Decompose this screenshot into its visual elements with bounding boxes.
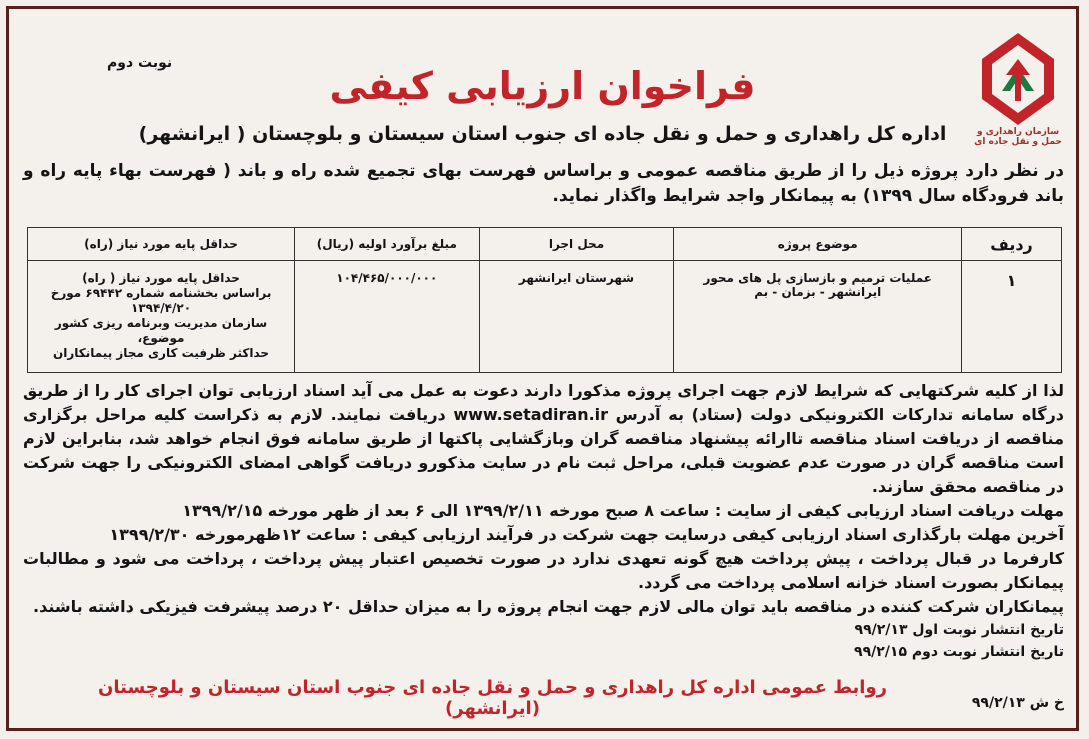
- logo-caption: سازمان راهداری و حمل و نقل جاده ای: [974, 127, 1062, 147]
- financial-requirement: پیمانکاران شرکت کننده در مناقصه باید توان مالی لازم جهت انجام پروژه را به میزان حداقل ۲۰ درصد پیشرفت فیزیکی داشته باشند.: [33, 597, 1064, 616]
- requirement-line: حداقل پایه مورد نیاز ( راه): [82, 271, 240, 285]
- project-table: [27, 227, 1062, 373]
- col-header-amount: مبلغ برآورد اولیه (ریال): [295, 228, 480, 261]
- payment-terms: کارفرما در قبال پرداخت ، پیش پرداخت هیچ گونه تعهدی ندارد در صورت تخصیص اعتبار پیش پرداخت ، پرداخت می شود و مطالبات پیمانکار بصورت اسناد خزانه اسلامی پرداخت می گردد.: [23, 549, 1064, 592]
- first-publication-date: تاریخ انتشار نوبت اول ۹۹/۲/۱۳: [854, 622, 1064, 638]
- requirement-line: ۱۳۹۴/۴/۲۰: [131, 301, 192, 315]
- cell-row: ۱: [962, 261, 1062, 373]
- public-relations-signature: روابط عمومی اداره کل راهداری و حمل و نقل جاده ای جنوب استان سیستان و بلوچستان (ایرانشهر): [97, 677, 888, 719]
- upload-deadline: آخرین مهلت بارگذاری اسناد ارزیابی کیفی درسایت جهت شرکت در فرآیند ارزیابی کیفی : ساعت ۱۲ظهرمورخه ۱۳۹۹/۲/۳۰: [109, 525, 1064, 544]
- notice-body: [23, 379, 1064, 663]
- issuer-name: اداره کل راهداری و حمل و نقل جاده ای جنوب استان سیستان و بلوچستان ( ایرانشهر): [138, 123, 947, 145]
- intro-paragraph: در نظر دارد پروژه ذیل را از طریق مناقصه عمومی و براساس فهرست بهای تجمیع شده راه و باند ( فهرست بهاء پایه راه و باند فرودگاه سال ۱۳۹۹) به پیمانکار واجد شرایط واگذار نماید.: [23, 161, 1064, 206]
- requirement-line: حداکثر ظرفیت کاری مجاز پیمانکاران: [52, 346, 270, 360]
- page-title: فراخوان ارزیابی کیفی: [329, 64, 756, 108]
- second-publication-date: تاریخ انتشار نوبت دوم ۹۹/۲/۱۵: [854, 644, 1064, 660]
- cell-location: شهرستان ایرانشهر: [479, 261, 674, 373]
- cell-requirement: [28, 261, 295, 373]
- cell-subject: عملیات ترمیم و بازسازی پل های محور ایرانشهر - بزمان - بم: [674, 261, 962, 373]
- requirement-line: براساس بخشنامه شماره ۶۹۴۴۲ مورخ: [50, 286, 272, 300]
- reference-code: خ ش ۹۹/۲/۱۳: [971, 695, 1064, 711]
- document-deadline: مهلت دریافت اسناد ارزیابی کیفی از سایت : ساعت ۸ صبح مورخه ۱۳۹۹/۲/۱۱ الی ۶ بعد از ظهر مورخه ۱۳۹۹/۲/۱۵: [182, 501, 1064, 520]
- cell-amount: ۱۰۴/۴۶۵/۰۰۰/۰۰۰: [295, 261, 480, 373]
- table-header-row: [28, 228, 1062, 261]
- col-header-subject: موضوع پروژه: [674, 228, 962, 261]
- table-row: [28, 261, 1062, 373]
- publication-round: نوبت دوم: [107, 55, 173, 71]
- tender-notice: [6, 6, 1079, 731]
- col-header-row: ردیف: [962, 228, 1062, 261]
- col-header-location: محل اجرا: [479, 228, 674, 261]
- col-header-requirement: حداقل پایه مورد نیاز (راه): [28, 228, 295, 261]
- requirement-line: سازمان مدیریت وبرنامه ریزی کشور موضوع،: [54, 316, 268, 345]
- invitation-paragraph: لذا از کلیه شرکتهایی که شرایط لازم جهت اجرای پروژه مذکورا دارند دعوت به عمل می آید اسناد ارزیابی توان اجرای کار را از طریق درگاه سامانه تدارکات الکترونیکی دولت (ستاد) به آدرس www.setadiran.ir دریافت نمایند. لازم به ذکراست کلیه مراحل برگزاری مناقصه از دریافت اسناد مناقصه تاارائه پیشنهاد مناقصه گران وبازگشایی پاکتها از طریق سامانه فوق انجام خواهد شد، بنابراین لازم است مناقصه گران در صورت عدم عضویت قبلی، مراحل ثبت نام در سایت مذکورو دریافت گواهی امضای الکترونیکی را جهت شرکت در مناقصه محقق سازند.: [23, 381, 1064, 496]
